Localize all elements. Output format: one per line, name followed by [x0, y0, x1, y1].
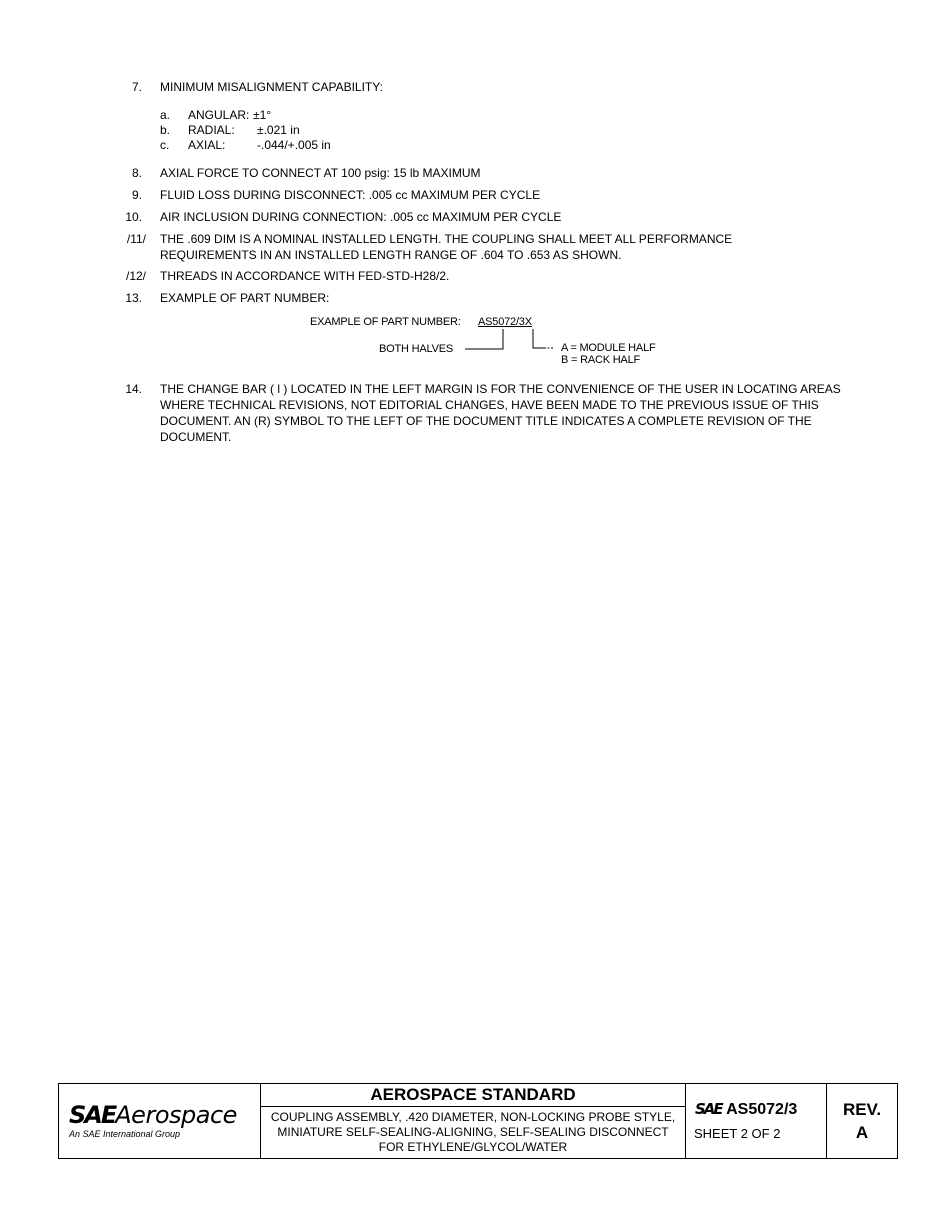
- note-11-number: /11/: [126, 232, 146, 246]
- example-option-a: A = MODULE HALF: [561, 342, 656, 354]
- note-7b-label: RADIAL:: [188, 123, 235, 137]
- note-7b-value: ±.021 in: [257, 123, 300, 137]
- note-7b-letter: b.: [160, 123, 171, 137]
- note-7c-value: -.044/+.005 in: [257, 138, 331, 152]
- note-9-number: 9.: [131, 188, 142, 202]
- note-10-text: AIR INCLUSION DURING CONNECTION: .005 cc MAXIMUM PER CYCLE: [160, 210, 562, 224]
- note-13-text: EXAMPLE OF PART NUMBER:: [160, 291, 330, 305]
- revision-cell: [827, 1084, 897, 1158]
- note-7-number: 7.: [131, 80, 142, 94]
- note-7a-letter: a.: [160, 108, 171, 122]
- note-7a-label: ANGULAR:: [188, 108, 250, 122]
- note-12-number: /12/: [125, 269, 146, 283]
- document-number: AS5072/3: [726, 1101, 798, 1118]
- document-title-cell: [261, 1084, 686, 1158]
- example-label: EXAMPLE OF PART NUMBER:: [310, 316, 461, 328]
- note-11-text: THE .609 DIM IS A NOMINAL INSTALLED LENGTH. THE COUPLING SHALL MEET ALL PERFORMANCE REQUIREMENTS IN AN INSTALLED LENGTH RANGE OF .604 TO .653 AS SHOWN.: [160, 232, 733, 262]
- note-12-text: THREADS IN ACCORDANCE WITH FED-STD-H28/2.: [160, 269, 450, 283]
- example-leader-lines: [0, 0, 950, 400]
- revision-label: REV.: [842, 1100, 882, 1119]
- document-type-heading: AEROSPACE STANDARD: [261, 1084, 685, 1107]
- revision-value: A: [855, 1123, 869, 1142]
- note-7-text: MINIMUM MISALIGNMENT CAPABILITY:: [160, 80, 383, 94]
- note-13-number: 13.: [125, 291, 142, 305]
- example-option-b: B = RACK HALF: [561, 354, 641, 366]
- document-title: COUPLING ASSEMBLY, .420 DIAMETER, NON-LOCKING PROBE STYLE, MINIATURE SELF-SEALING-ALIGNING, SELF-SEALING DISCONNECT FOR ETHYLENE/GLYCOL/WATER: [270, 1110, 676, 1154]
- note-10-number: 10.: [125, 210, 142, 224]
- title-block: [58, 1083, 898, 1159]
- note-8-text: AXIAL FORCE TO CONNECT AT 100 psig: 15 lb MAXIMUM: [160, 166, 481, 180]
- note-7a-value: ±1°: [253, 108, 272, 122]
- aerospace-wordmark: Aerospace: [115, 1101, 237, 1129]
- example-both-halves: BOTH HALVES: [379, 343, 454, 355]
- note-7c-label: AXIAL:: [188, 138, 226, 152]
- sae-small-logo: SAE: [695, 1100, 722, 1118]
- sae-aerospace-logo: [59, 1084, 261, 1158]
- note-8-number: 8.: [131, 166, 142, 180]
- note-14-text: THE CHANGE BAR ( l ) LOCATED IN THE LEFT MARGIN IS FOR THE CONVENIENCE OF THE USER IN LOCATING AREAS WHERE TECHNICAL REVISIONS, NOT EDITORIAL CHANGES, HAVE BEEN MADE TO THE PREVIOUS ISSUE OF THIS DOCUMENT. AN (R) SYMBOL TO THE LEFT OF THE DOCUMENT TITLE INDICATES A COMPLETE REVISION OF THE DOCUMENT.: [160, 382, 841, 444]
- note-14-number: 14.: [125, 382, 142, 396]
- document-number-cell: [686, 1084, 827, 1158]
- example-part-number: AS5072/3X: [478, 316, 532, 328]
- note-7c-letter: c.: [160, 138, 170, 152]
- note-9-text: FLUID LOSS DURING DISCONNECT: .005 cc MAXIMUM PER CYCLE: [160, 188, 541, 202]
- logo-tagline: An SAE International Group: [69, 1129, 181, 1139]
- sae-logo-mark: SAE: [69, 1101, 116, 1129]
- sheet-number: SHEET 2 OF 2: [694, 1126, 781, 1141]
